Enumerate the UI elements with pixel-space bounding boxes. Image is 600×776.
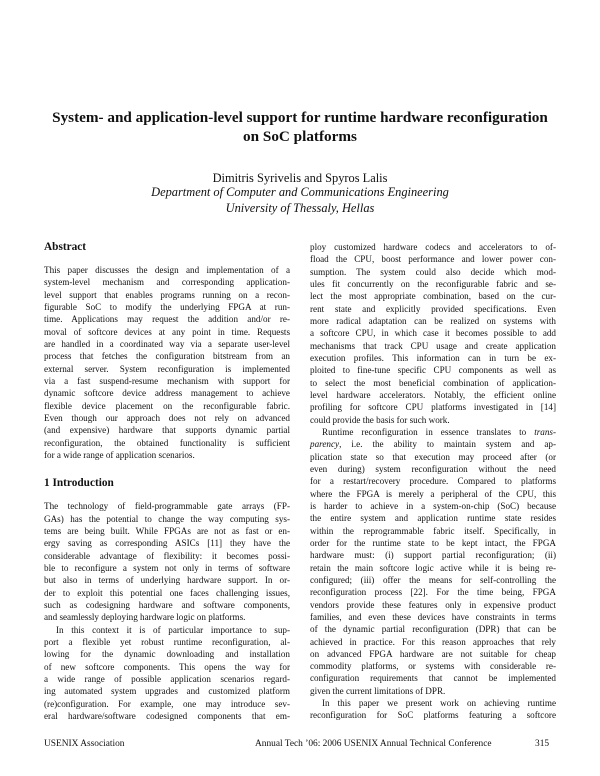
text-line: parency, i.e. the ability to maintain system and ap- <box>310 439 556 450</box>
text-line: of new softcore components. This opens the way for <box>44 661 290 672</box>
text-line: system-level mechanism and corresponding application- <box>44 277 290 288</box>
intro-heading: 1 Introduction <box>44 477 114 490</box>
text-line: configuration requirements that cannot be implemented <box>310 673 556 684</box>
right-paragraph-3 <box>310 697 556 722</box>
text-line: rent state and explicitly provided specifications. Even <box>310 303 556 314</box>
text-line: considerable advantage of flexibility: it becomes possi- <box>44 550 290 561</box>
text-line: (and expensive) hardware that supports dynamic partial <box>44 425 290 436</box>
text-line: Runtime reconfiguration in essence translates to trans- <box>322 426 556 437</box>
text-line: are handled in a coordinated way via a separate user-level <box>44 338 290 349</box>
right-paragraph-2 <box>310 426 556 697</box>
title-line-2: on SoC platforms <box>243 128 357 145</box>
text-line: ble to reconfigure a system not only in terms of software <box>44 562 290 573</box>
text-line: moval of softcore devices at any point in time. Requests <box>44 326 290 337</box>
text-line: hardware must: (i) support partial reconfiguration; (ii) <box>310 550 556 561</box>
text-line: level support that enables programs running on a recon- <box>44 289 290 300</box>
text-line: eral hardware/software codesigned components that em- <box>44 710 290 721</box>
text-line: sumption. The system could also decide which mod- <box>310 266 556 277</box>
text-line: In this paper we present work on achieving runtime <box>322 698 556 709</box>
text-line: ploy customized hardware codecs and accelerators to of- <box>310 242 556 252</box>
text-line: external server. System reconfiguration is implemented <box>44 363 290 374</box>
text-line: but also in terms of underlying hardware support. In or- <box>44 575 290 586</box>
text-line: mechanisms that track CPU usage and create application <box>310 340 556 351</box>
text-line: time. Applications may request the addition and/or re- <box>44 314 290 325</box>
right-paragraph-1 <box>310 241 556 426</box>
text-line: This paper discusses the design and implementation of a <box>44 265 290 275</box>
text-line: plication state so that execution may proceed after (or <box>310 451 556 462</box>
text-line: retain the main softcore logic active while it is being re- <box>310 562 556 573</box>
text-line: more radical adaptation can be realized on systems with <box>310 315 556 326</box>
authors: Dimitris Syrivelis and Spyros Lalis <box>212 171 388 185</box>
affiliation <box>40 185 560 216</box>
text-line: vendors provide these features only in expensive product <box>310 599 556 610</box>
university: University of Thessaly, Hellas <box>225 200 375 215</box>
text-line: fload the CPU, boost performance and lower power con- <box>310 254 556 265</box>
footer-left: USENIX Association <box>44 739 125 749</box>
text-line: flexible device placement on the reconfigurable fabric. <box>44 400 290 411</box>
text-line: tems are being built. While FPGAs are not as fast or en- <box>44 525 290 536</box>
text-line: reconfiguration process [22]. For the time being, FPGA <box>310 587 556 598</box>
text-line: lect the most appropriate combination, based on the cur- <box>310 291 556 302</box>
footer-center: Annual Tech ’06: 2006 USENIX Annual Technical Conference <box>255 739 492 749</box>
title-line-1: System- and application-level support for runtime hardware reconfiguration <box>52 109 548 126</box>
paper-title <box>40 108 560 146</box>
text-line: for a wide range of application scenarios. <box>44 449 195 460</box>
italic-term: parency <box>310 439 340 450</box>
intro-paragraph-2 <box>44 624 290 723</box>
text-line: execution profiles. This information can in turn be ex- <box>310 352 556 363</box>
text-line: within the reprogrammable fabric itself. Specifically, in <box>310 525 556 536</box>
text-line: on advanced FPGA hardware are not suitable for cheap <box>310 648 556 659</box>
text-line: and seamlessly deploying hardware logic on platforms. <box>44 612 246 623</box>
text-line: is harder to achieve in a system-on-chip (SoC) because <box>310 500 556 511</box>
text-line: via a fast suspend-resume mechanism with support for <box>44 375 290 386</box>
text-line: Even though our approach does not rely on advanced <box>44 412 290 423</box>
text-line: families, and even these devices have constraints in terms <box>310 611 556 622</box>
text-line: even during) system reconfiguration without the need <box>310 463 556 474</box>
text-line: achieved in practice. For this reason approaches that rely <box>310 636 556 647</box>
text-line: could provide the basis for such work. <box>310 414 450 425</box>
text-line: ules fit concurrently on the reconfigurable fabric and se- <box>310 278 556 289</box>
text-line: ploited to fine-tune specific CPU components as well as <box>310 365 556 376</box>
text-line: The technology of field-programmable gate arrays (FP- <box>44 501 290 512</box>
text-line: a wide range of possible application scenarios regard- <box>44 673 290 684</box>
text-line: reconfiguration, the obtained functionality is sufficient <box>44 437 290 448</box>
intro-paragraph-1 <box>44 500 290 623</box>
text-line: dynamic softcore device address management to achieve <box>44 388 290 399</box>
text-line: given the current limitations of DPR. <box>310 685 446 696</box>
right-column <box>310 241 556 722</box>
left-column <box>44 240 290 722</box>
text-line: commodity platforms, or systems with considerable re- <box>310 661 556 672</box>
text-line: port a flexible yet robust runtime reconfiguration, al- <box>44 636 290 647</box>
text-line: reconfiguration for SoC platforms featuring a softcore <box>310 710 556 721</box>
text-line: of the dynamic partial reconfiguration (DPR) that can be <box>310 624 556 635</box>
abstract-heading: Abstract <box>44 241 87 253</box>
text-line: for a restart/recovery procedure. Compared to platforms <box>310 476 556 487</box>
text-line: figurable SoC to modify the underlying FPGA at run- <box>44 301 290 312</box>
text-line: to select the most beneficial combination of application- <box>310 377 556 388</box>
text-line: (re)configuration. For example, one may introduce sev- <box>44 698 290 709</box>
page-number: 315 <box>535 739 550 749</box>
text-line: profiling for softcore CPU platforms investigated in [14] <box>310 402 556 413</box>
text-line: In this context it is of particular importance to sup- <box>56 624 290 635</box>
text-line: process that fetches the configuration bitstream from an <box>44 351 290 362</box>
text-line: ergy saving as corresponding ASICs [11] they have the <box>44 538 290 549</box>
text-line: order for the runtime state to be kept intact, the FPGA <box>310 537 556 548</box>
text-line: level hardware accelerators. Notably, the efficient online <box>310 389 556 400</box>
text-line: ing automated system upgrades and customized platform <box>44 686 290 697</box>
department: Department of Computer and Communications Engineering <box>151 185 449 199</box>
abstract-body <box>44 264 290 461</box>
text-line: GAs) has the potential to change the way computing sys- <box>44 513 290 524</box>
italic-term: trans- <box>534 426 556 437</box>
text-line: such as codesigning hardware and software components, <box>44 599 290 610</box>
text-line: lowing for the dynamic downloading and installation <box>44 649 290 660</box>
text-line: der to exploit this potential one faces challenging issues, <box>44 587 290 598</box>
text-line: where the FPGA is merely a peripheral of the CPU, this <box>310 488 556 499</box>
text-line: configured; (iii) offer the means for self-controlling the <box>310 574 556 585</box>
text-line: a softcore CPU, in which case it becomes possible to add <box>310 328 556 339</box>
text-line: the entire system and application runtime state resides <box>310 513 556 524</box>
